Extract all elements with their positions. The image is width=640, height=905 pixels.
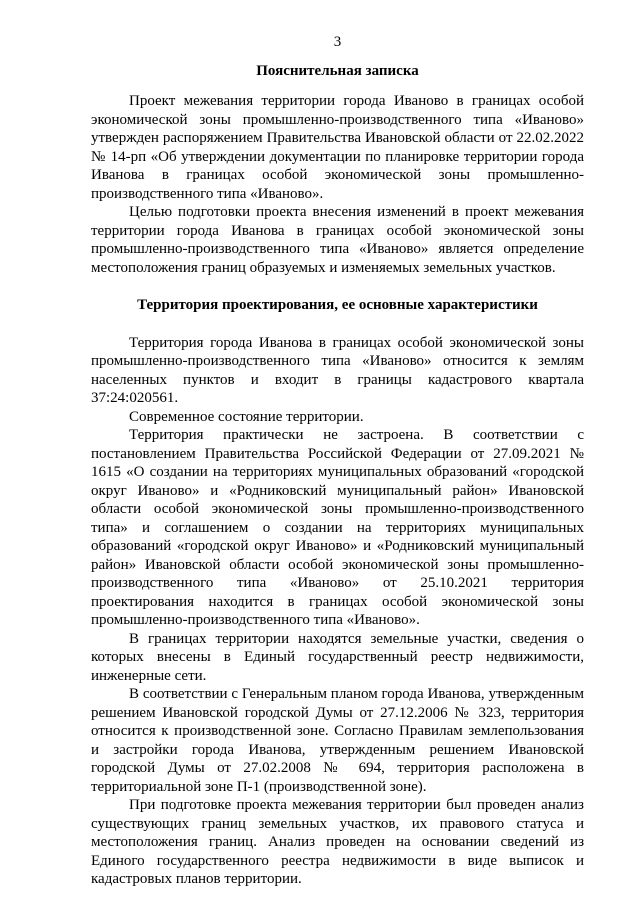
document-title: Пояснительная записка [256,62,419,79]
section-paragraph-6: При подготовке проекта межевания территории был проведен анализ существующих границ земельных участков, их правового статуса и местоположения границ. Анализ проведен на основании сведений из Единого государственного реестра недвижимости в виде выписок и кадастровых планов территории. [91,797,584,887]
section-paragraph-3: Территория практически не застроена. В соответствии с постановлением Правительства Российской Федерации от 27.09.2021 № 1615 «О создании на территориях муниципальных образований «городской округ Иваново» и «Родниковский муниципальный район» Ивановской области особой экономической зоны промышленно-производственного типа» и соглашением о создании на территориях муниципальных образований «городской округ Иваново» и «Родниковский муниципальный район» Ивановской области особой экономической зоны промышленно-производственного типа «Иваново» от 25.10.2021 территория проектирования находится в границах особой экономической зоны промышленно-производственного типа «Иваново». [91,427,584,628]
document-page [91,33,584,889]
section-paragraph-4: В границах территории находятся земельные участки, сведения о которых внесены в Единый государственный реестр недвижимости, инженерные сети. [91,630,584,684]
section-paragraph-2: Современное состояние территории. [129,408,364,425]
section-paragraph-5: В соответствии с Генеральным планом города Иванова, утвержденным решением Ивановской городской Думы от 27.12.2006 № 323, территория относится к производственной зоне. Согласно Правилам землепользования и застройки города Иванова, утвержденным решением Ивановской городской Думы от 27.02.2008 № 694, территория расположена в территориальной зоне П-1 (производственной зоне). [91,686,584,795]
section-title: Территория проектирования, ее основные характеристики [137,297,538,313]
page-number: 3 [333,34,342,50]
intro-paragraph-1: Проект межевания территории города Иваново в границах особой экономической зоны промышленно-производственного типа «Иваново» утвержден распоряжением Правительства Ивановской области от 22.02.2022 № 14-рп «Об утверждении документации по планировке территории города Иванова в границах особой экономической зоны промышленно-производственного типа «Иваново». [91,93,584,202]
intro-paragraph-2: Целью подготовки проекта внесения изменений в проект межевания территории города Иванова в границах особой экономической зоны промышленно-производственного типа «Иваново» является определение местоположения границ образуемых и изменяемых земельных участков. [91,204,584,276]
section-paragraph-1: Территория города Иванова в границах особой экономической зоны промышленно-производственного типа «Иваново» относится к землям населенных пунктов и входит в границы кадастрового квартала 37:24:020561. [91,334,584,406]
